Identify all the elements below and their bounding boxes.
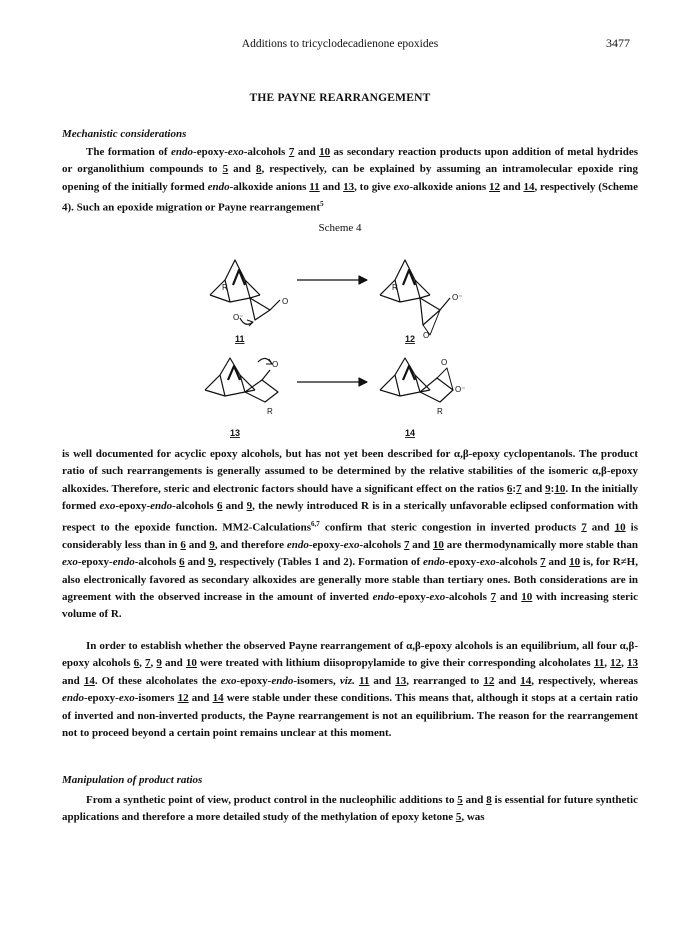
paragraph-mechanistic-2: is well documented for acyclic epoxy alcohols, but has not yet been described for α,β-epoxy cyclopentanols. The product ratio of such rearrangements is generally assumed to be determined by the relative stabilities of the isomeric α,β-epoxy alkoxides. Therefore, steric and electronic factors should have a significant effect on the ratios 6:7 and 9:10. In the initially formed exo-epoxy-endo-alcohols 6 and 9, the newly introduced R is in a sterically unfavorable eclipsed conformation with respect to the epoxide function. MM2-Calculations$^{6,7}$ confirm that steric congestion in inverted products 7 and 10 is considerably less than in 6 and 9, and therefore endo-epoxy-exo-alcohols 7 and 10 are thermodynamically more stable than exo-epoxy-endo-alcohols 6 and 9, respectively (Tables 1 and 2). Formation of endo-epoxy-exo-alcohols 7 and 10 is, for R≠H, also electronically favored as secondary alkoxides are generally more stable than tertiary ones. Both considerations are in agreement with the observed increase in the amount of inverted endo-epoxy-exo-alcohols 7 and 10 with increasing steric volume of R. — [62, 448, 639, 621]
scheme-title: Scheme 4 — [318, 222, 362, 234]
atom-label-o: O — [272, 360, 279, 369]
atom-label-o: O — [282, 297, 289, 306]
reaction-arrow-bottom — [297, 378, 367, 386]
subsection-heading-mechanistic: Mechanistic considerations — [62, 128, 187, 140]
compound-label-14: 14 — [405, 428, 416, 438]
atom-label-o-minus: O⁻ — [452, 293, 463, 302]
page-number: 3477 — [606, 36, 630, 50]
compound-label-13: 13 — [230, 428, 241, 438]
atom-label-o-minus: O⁻ — [455, 385, 466, 394]
scheme-4-diagram — [175, 240, 495, 440]
atom-label-o: O — [441, 358, 448, 367]
atom-label-r: R — [222, 283, 228, 292]
compound-12-structure — [380, 260, 450, 335]
compound-label-12: 12 — [405, 334, 416, 344]
paragraph-mechanistic-1: The formation of endo-epoxy-exo-alcohols 7 and 10 as secondary reaction products upon addition of metal hydrides or organolithium compounds to 5 and 8, respectively, can be explained by assuming an intramolecular epoxide ring opening of the initially formed endo-alkoxide anions 11 and 13, to give exo-alkoxide anions 12 and 14, respectively (Scheme 4). Such an epoxide migration or Payne rearrangement$^5$ — [62, 146, 638, 214]
compound-label-11: 11 — [235, 334, 245, 344]
atom-label-o: O — [423, 331, 430, 340]
reaction-arrow-top — [297, 276, 367, 284]
paragraph-mechanistic-3: In order to establish whether the observed Payne rearrangement of α,β-epoxy alcohols is an equilibrium, all four α,β-epoxy alcohols 6, 7, 9 and 10 were treated with lithium diisopropylamide to give their corresponding alcoholates 11, 12, 13 and 14. Of these alcoholates the exo-epoxy-endo-isomers, viz. 11 and 13, rearranged to 12 and 14, respectively, whereas endo-epoxy-exo-isomers 12 and 14 were stable under these conditions. This means that, although it stops at a certain ratio of inverted and non-inverted products, the Payne rearrangement is not an equilibrium. The reason for the rearrangement not to proceed beyond a certain point remains unclear at this moment. — [62, 640, 638, 740]
subsection-heading-manipulation: Manipulation of product ratios — [62, 774, 203, 786]
atom-label-r: R — [437, 407, 443, 416]
compound-11-structure — [210, 260, 280, 326]
section-title: THE PAYNE REARRANGEMENT — [249, 92, 431, 104]
compound-13-structure — [205, 358, 278, 402]
paragraph-manipulation-1: From a synthetic point of view, product control in the nucleophilic additions to 5 and 8 is essential for future synthetic applications and therefore a more detailed study of the methylation of epoxy ketone 5, was — [62, 794, 638, 824]
running-title: Additions to tricyclodecadienone epoxides — [241, 38, 439, 50]
atom-label-r: R — [267, 407, 273, 416]
atom-label-o-minus: O⁻ — [233, 313, 244, 322]
atom-label-r: R — [392, 283, 398, 292]
